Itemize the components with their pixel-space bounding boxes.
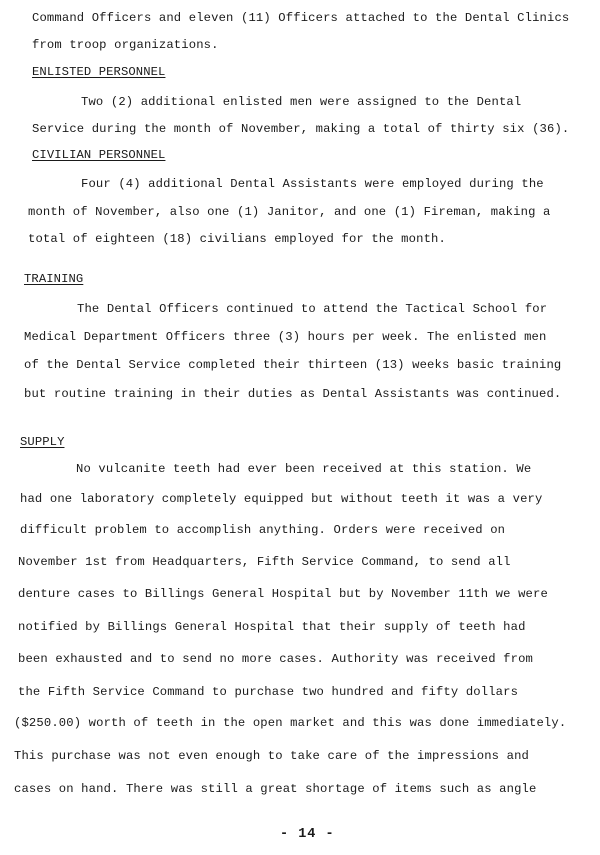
body-line: cases on hand. There was still a great shortage of items such as angle <box>14 782 537 796</box>
body-line: of the Dental Service completed their thirteen (13) weeks basic training <box>24 358 562 372</box>
body-line: Service during the month of November, making a total of thirty six (36). <box>32 122 570 136</box>
body-line: but routine training in their duties as Dental Assistants was continued. <box>24 387 562 401</box>
body-line: November 1st from Headquarters, Fifth Service Command, to send all <box>18 555 511 569</box>
body-line: Command Officers and eleven (11) Officers attached to the Dental Clinics <box>32 11 570 25</box>
body-line: had one laboratory completely equipped but without teeth it was a very <box>20 492 543 506</box>
body-line: This purchase was not even enough to take care of the impressions and <box>14 749 529 763</box>
body-line: The Dental Officers continued to attend the Tactical School for <box>77 302 548 316</box>
body-line: denture cases to Billings General Hospital but by November 11th we were <box>18 587 548 601</box>
body-line: No vulcanite teeth had ever been received at this station. We <box>76 462 532 476</box>
body-line: ($250.00) worth of teeth in the open market and this was done immediately. <box>14 716 567 730</box>
body-line: Two (2) additional enlisted men were assigned to the Dental <box>81 95 522 109</box>
body-line: month of November, also one (1) Janitor, and one (1) Fireman, making a <box>28 205 551 219</box>
section-heading-training: TRAINING <box>24 272 84 286</box>
body-line: the Fifth Service Command to purchase two hundred and fifty dollars <box>18 685 519 699</box>
body-line: from troop organizations. <box>32 38 219 52</box>
section-heading-civilian-personnel: CIVILIAN PERSONNEL <box>32 148 166 162</box>
body-line: notified by Billings General Hospital that their supply of teeth had <box>18 620 526 634</box>
body-line: total of eighteen (18) civilians employed for the month. <box>28 232 446 246</box>
body-line: been exhausted and to send no more cases. Authority was received from <box>18 652 533 666</box>
page-number: - 14 - <box>280 827 335 842</box>
section-heading-enlisted-personnel: ENLISTED PERSONNEL <box>32 65 166 79</box>
body-line: Medical Department Officers three (3) hours per week. The enlisted men <box>24 330 547 344</box>
body-line: difficult problem to accomplish anything. Orders were received on <box>20 523 506 537</box>
section-heading-supply: SUPPLY <box>20 435 65 449</box>
body-line: Four (4) additional Dental Assistants were employed during the <box>81 177 544 191</box>
